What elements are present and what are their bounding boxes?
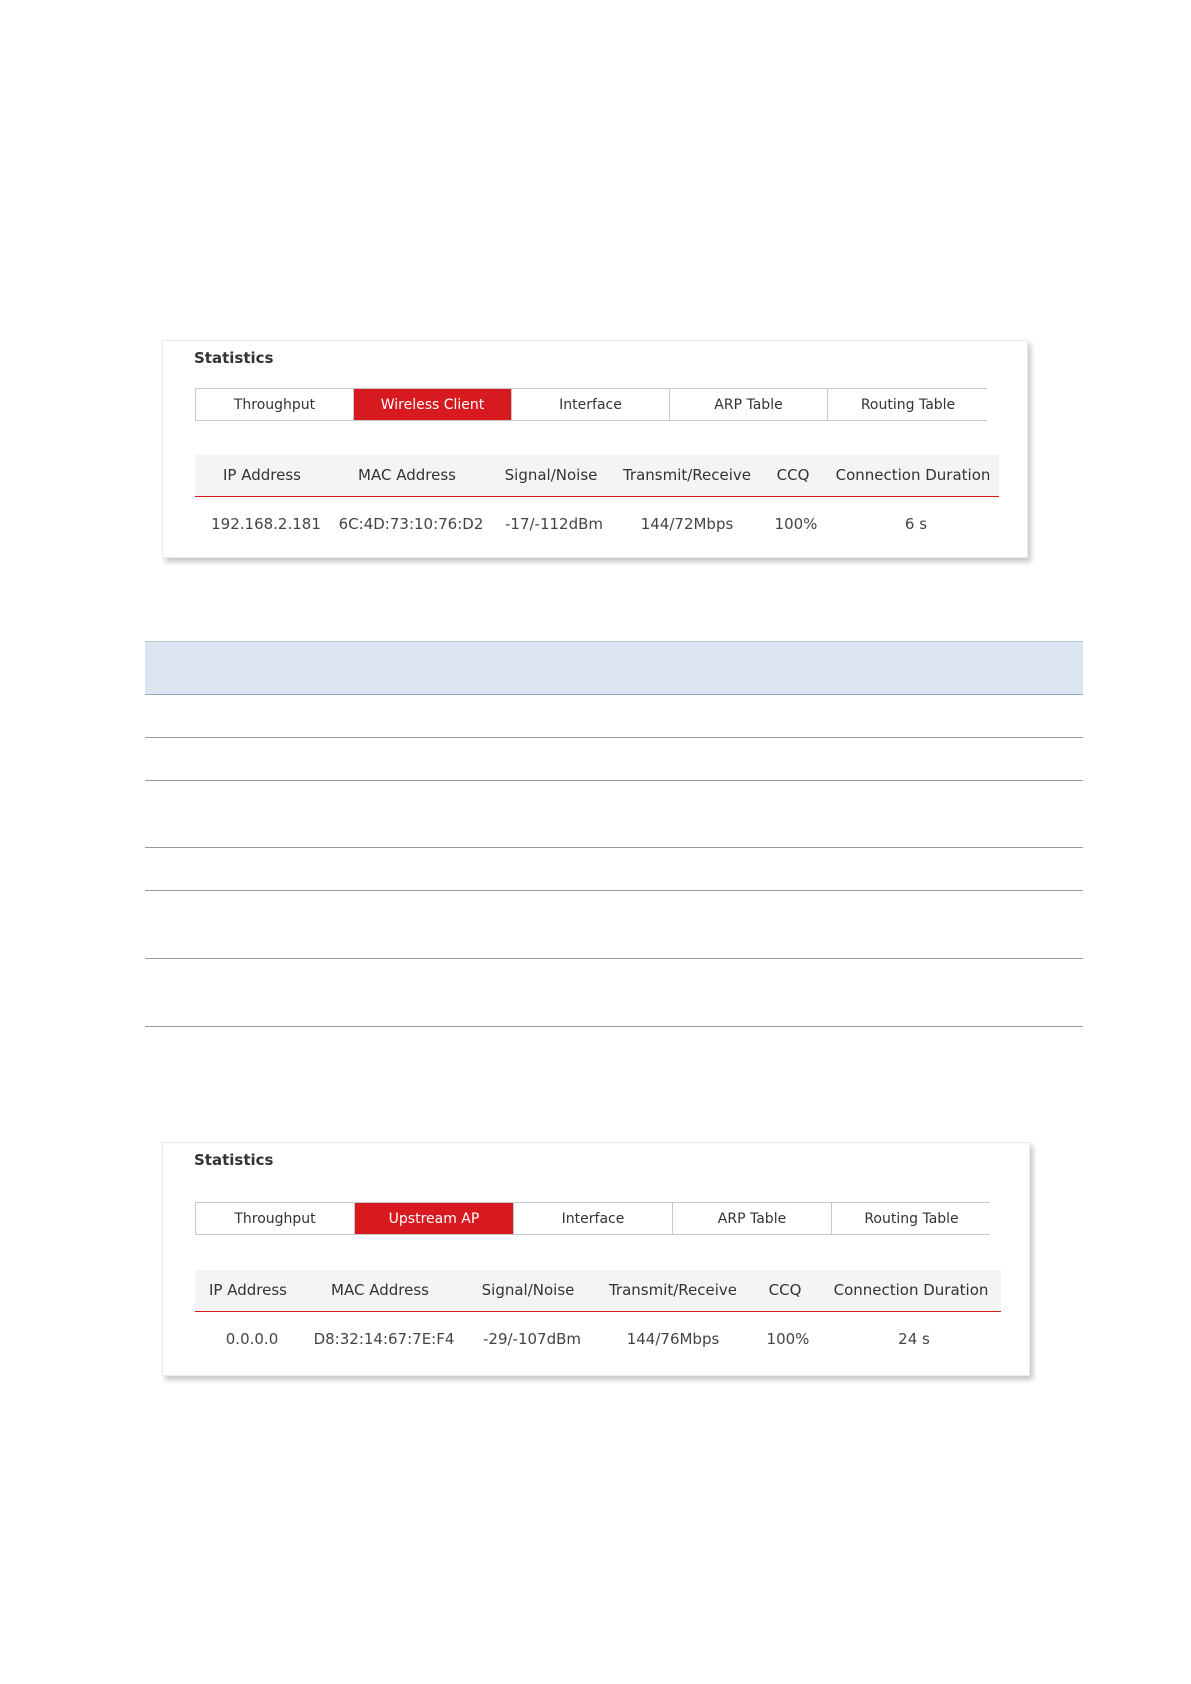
- table-row: [195, 505, 999, 545]
- column-header-mac-address: MAC Address: [358, 466, 456, 484]
- statistics-panel-wireless-client: [162, 340, 1028, 558]
- document-table-row: [145, 848, 1083, 891]
- statistics-tabs: [195, 1202, 990, 1235]
- document-table-header: [145, 641, 1083, 695]
- table-row: [195, 1320, 1001, 1360]
- column-header-connection-duration: Connection Duration: [833, 1281, 989, 1299]
- cell-transmit-receive: 144/72Mbps: [640, 515, 734, 533]
- tab-routing-table[interactable]: Routing Table: [832, 1203, 991, 1234]
- tab-throughput[interactable]: Throughput: [196, 389, 354, 420]
- cell-ip-address: 0.0.0.0: [225, 1330, 279, 1348]
- document-table-row: [145, 959, 1083, 1027]
- column-header-ccq: CCQ: [776, 466, 810, 484]
- document-table-row: [145, 891, 1083, 959]
- document-table-row: [145, 738, 1083, 781]
- tab-routing-table[interactable]: Routing Table: [828, 389, 988, 420]
- column-header-transmit-receive: Transmit/Receive: [622, 466, 752, 484]
- cell-connection-duration: 24 s: [898, 1330, 930, 1348]
- cell-mac-address: 6C:4D:73:10:76:D2: [338, 515, 484, 533]
- statistics-tabs: [195, 388, 987, 421]
- column-header-signal-noise: Signal/Noise: [504, 466, 598, 484]
- cell-transmit-receive: 144/76Mbps: [626, 1330, 720, 1348]
- tab-wireless-client[interactable]: Wireless Client: [354, 389, 512, 420]
- cell-ccq: 100%: [774, 515, 818, 533]
- table-header: [195, 1270, 1001, 1312]
- column-header-ccq: CCQ: [768, 1281, 802, 1299]
- panel-title: Statistics: [194, 349, 274, 367]
- tab-interface[interactable]: Interface: [512, 389, 670, 420]
- column-header-ip-address: IP Address: [209, 1281, 287, 1299]
- cell-ccq: 100%: [766, 1330, 810, 1348]
- tab-throughput[interactable]: Throughput: [196, 1203, 355, 1234]
- cell-signal-noise: -17/-112dBm: [504, 515, 604, 533]
- tab-interface[interactable]: Interface: [514, 1203, 673, 1234]
- cell-ip-address: 192.168.2.181: [211, 515, 321, 533]
- column-header-ip-address: IP Address: [223, 466, 301, 484]
- tab-arp-table[interactable]: ARP Table: [670, 389, 828, 420]
- column-header-transmit-receive: Transmit/Receive: [608, 1281, 738, 1299]
- panel-title: Statistics: [194, 1151, 274, 1169]
- document-table-row: [145, 695, 1083, 738]
- column-header-connection-duration: Connection Duration: [835, 466, 991, 484]
- tab-arp-table[interactable]: ARP Table: [673, 1203, 832, 1234]
- tab-upstream-ap[interactable]: Upstream AP: [355, 1203, 514, 1234]
- cell-mac-address: D8:32:14:67:7E:F4: [313, 1330, 455, 1348]
- cell-signal-noise: -29/-107dBm: [482, 1330, 582, 1348]
- table-header: [195, 455, 999, 497]
- cell-connection-duration: 6 s: [904, 515, 928, 533]
- column-header-signal-noise: Signal/Noise: [481, 1281, 575, 1299]
- document-table: [145, 641, 1083, 1027]
- statistics-panel-upstream-ap: [162, 1142, 1030, 1376]
- document-table-row: [145, 781, 1083, 848]
- column-header-mac-address: MAC Address: [331, 1281, 429, 1299]
